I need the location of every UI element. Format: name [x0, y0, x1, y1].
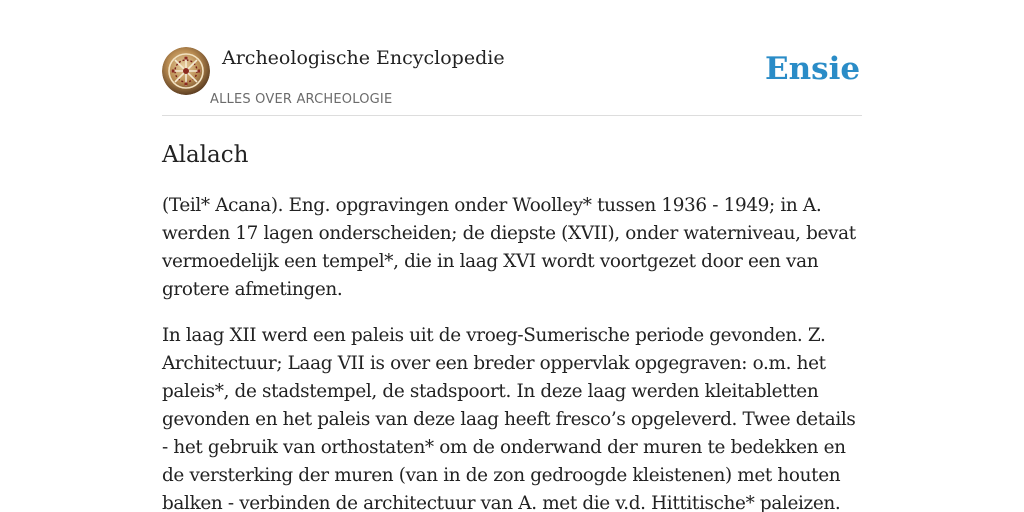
site-title-link[interactable]: Archeologische Encyclopedie: [222, 47, 505, 69]
article-paragraph: (Teil* Acana). Eng. opgravingen onder Woolley* tussen 1936 - 1949; in A. werden 17 lagen onderscheiden; de diepste (XVII), onder waterniveau, bevat vermoedelijk een tempel*, die in laag XVI wordt voortgezet door een van grotere afmetingen.: [162, 195, 856, 300]
header-divider: [162, 115, 862, 116]
article-paragraph: In laag XII werd een paleis uit de vroeg-Sumerische periode gevonden. Z. Architectuur; Laag VII is over een breder oppervlak opgegraven: o.m. het paleis*, de stadstempel, de stadspoort. In deze laag werden kleitabletten gevonden en het paleis van deze laag heeft fresco’s opgeleverd. Twee details - het gebruik van orthostaten* om de onderwand der muren te bedekken en de versterking der muren (van in de zon gedroogde kleistenen) met houten balken - verbinden de architectuur van A. met die v.d. Hittitische* paleizen.: [162, 325, 856, 512]
ensie-brand-link[interactable]: Ensie: [765, 51, 861, 87]
site-subtitle: ALLES OVER ARCHEOLOGIE: [210, 92, 393, 107]
site-logo[interactable]: [162, 47, 210, 95]
archaeology-ornament-icon: [162, 47, 210, 95]
article-body: [162, 192, 864, 512]
article-title: Alalach: [162, 142, 249, 168]
